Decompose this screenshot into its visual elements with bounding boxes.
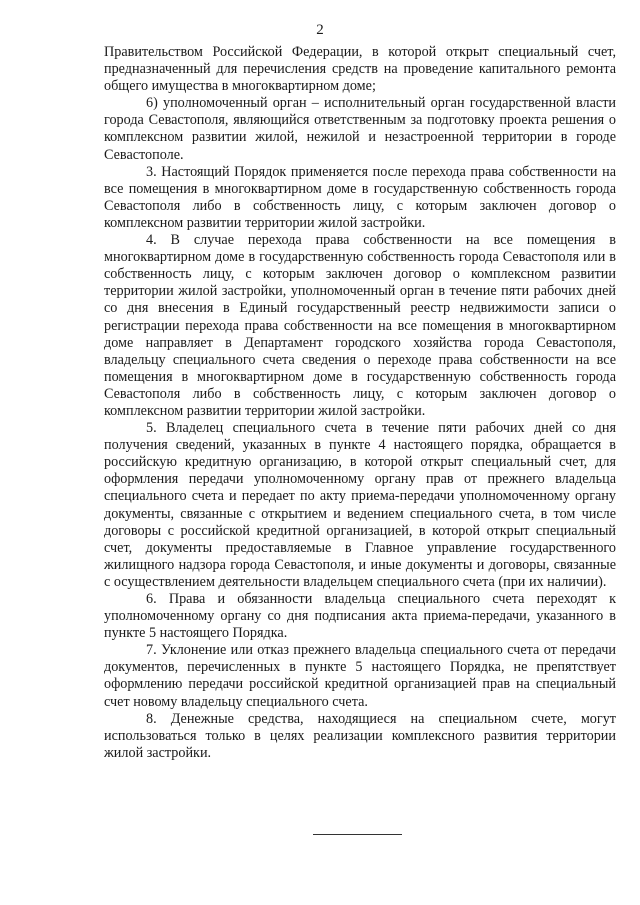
paragraph-continuation: Правительством Российской Федерации, в которой открыт специальный счет, предназначенный для перечисления средств на проведение капитального ремонта общего имущества в многоквартирном доме;	[104, 44, 616, 95]
paragraph-item-6: 6) уполномоченный орган – исполнительный орган государственной власти города Севастополя, являющийся ответственным за подготовку проекта решения о комплексном развитии жилой, нежилой и незастроенной территории в городе Севастополе.	[104, 95, 616, 163]
paragraph-clause-5: 5. Владелец специального счета в течение пяти рабочих дней со дня получения сведений, указанных в пункте 4 настоящего порядка, обращается в российскую кредитную организацию, в которой открыт специальный счет, для оформления передачи уполномоченному органу прав от прежнего владельца специального счета и передает по акту приема-передачи уполномоченному органу документы, связанные с открытием и ведением специального счета, в том числе договоры с российской кредитной организацией, в которой открыт специальный счет, документы предоставляемые в Главное управление государственного жилищного надзора города Севастополя, и иные документы и договоры, связанные с осуществлением деятельности владельцем специального счета (при их наличии).	[104, 420, 616, 590]
end-divider-line	[313, 834, 402, 835]
paragraph-clause-8: 8. Денежные средства, находящиеся на специальном счете, могут использоваться только в целях реализации комплексного развития территории жилой застройки.	[104, 710, 616, 761]
document-body	[104, 44, 616, 762]
paragraph-clause-6: 6. Права и обязанности владельца специального счета переходят к уполномоченному органу со дня подписания акта приема-передачи, указанного в пункте 5 настоящего Порядка.	[104, 591, 616, 642]
paragraph-clause-7: 7. Уклонение или отказ прежнего владельца специального счета от передачи документов, перечисленных в пункте 5 настоящего Порядка, не препятствует оформлению передачи российской кредитной организацией прав на специальный счет новому владельцу специального счета.	[104, 642, 616, 710]
page-number: 2	[316, 22, 324, 38]
paragraph-clause-3: 3. Настоящий Порядок применяется после перехода права собственности на все помещения в многоквартирном доме в государственную собственность города Севастополя либо в собственность лицу, с которым заключен договор о комплексном развитии территории жилой застройки.	[104, 163, 616, 231]
paragraph-clause-4: 4. В случае перехода права собственности на все помещения в многоквартирном доме в государственную собственность города Севастополя или в собственность лицу, с которым заключен договор о комплексном развитии территории жилой застройки, уполномоченный орган в течение пяти рабочих дней со дня внесения в Единый государственный реестр недвижимости записи о регистрации перехода права собственности на все помещения в многоквартирном доме направляет в Департамент городского хозяйства города Севастополя, владельцу специального счета сведения о переходе права собственности на все помещения в многоквартирном доме в государственную собственность города Севастополя либо в собственность лицу, с которым заключен договор о комплексном развитии территории жилой застройки.	[104, 232, 616, 419]
